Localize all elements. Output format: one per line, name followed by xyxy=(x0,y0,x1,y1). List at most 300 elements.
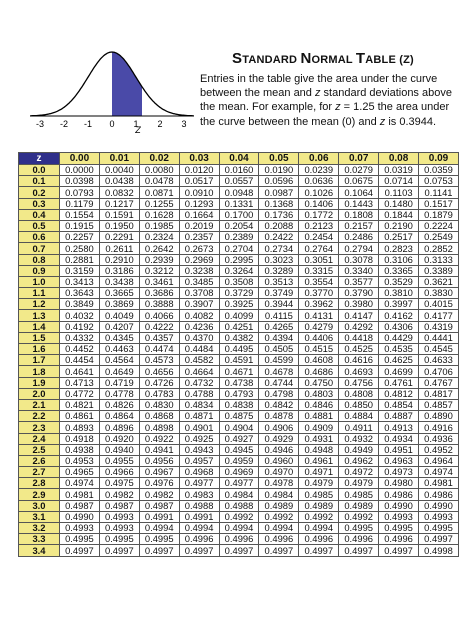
table-cell: 0.2764 xyxy=(299,243,339,254)
table-cell: 0.2549 xyxy=(419,232,459,243)
table-cell: 0.2794 xyxy=(339,243,379,254)
table-cell: 0.4982 xyxy=(139,489,179,500)
table-cell: 0.4931 xyxy=(299,433,339,444)
table-cell: 0.0910 xyxy=(179,187,219,198)
table-cell: 0.3389 xyxy=(419,265,459,276)
table-cell: 0.4032 xyxy=(60,310,100,321)
table-row xyxy=(19,344,459,355)
table-cell: 0.4732 xyxy=(179,377,219,388)
table-cell: 0.4945 xyxy=(219,444,259,455)
table-cell: 0.1255 xyxy=(139,198,179,209)
row-z-value: 3.4 xyxy=(19,545,60,556)
table-cell: 0.4992 xyxy=(339,511,379,522)
table-cell: 0.2611 xyxy=(99,243,139,254)
table-row xyxy=(19,276,459,287)
table-cell: 0.4974 xyxy=(60,478,100,489)
table-row xyxy=(19,265,459,276)
table-cell: 0.4842 xyxy=(259,399,299,410)
table-cell: 0.4976 xyxy=(139,478,179,489)
table-cell: 0.4922 xyxy=(139,433,179,444)
table-cell: 0.4997 xyxy=(99,545,139,556)
table-cell: 0.4964 xyxy=(419,455,459,466)
table-cell: 0.4616 xyxy=(339,355,379,366)
table-cell: 0.1064 xyxy=(339,187,379,198)
table-cell: 0.0832 xyxy=(99,187,139,198)
table-cell: 0.4292 xyxy=(339,321,379,332)
table-cell: 0.3413 xyxy=(60,276,100,287)
table-cell: 0.1664 xyxy=(179,209,219,220)
table-row xyxy=(19,299,459,310)
table-cell: 0.4997 xyxy=(259,545,299,556)
row-z-value: 2.2 xyxy=(19,411,60,422)
table-cell: 0.4222 xyxy=(139,321,179,332)
table-cell: 0.3980 xyxy=(339,299,379,310)
table-cell: 0.3962 xyxy=(299,299,339,310)
table-cell: 0.3944 xyxy=(259,299,299,310)
row-z-value: 0.2 xyxy=(19,187,60,198)
table-cell: 0.4990 xyxy=(379,500,419,511)
table-cell: 0.1217 xyxy=(99,198,139,209)
table-cell: 0.1406 xyxy=(299,198,339,209)
table-cell: 0.0675 xyxy=(339,176,379,187)
table-cell: 0.4911 xyxy=(339,422,379,433)
row-z-value: 0.6 xyxy=(19,232,60,243)
table-cell: 0.0714 xyxy=(379,176,419,187)
table-cell: 0.4495 xyxy=(219,344,259,355)
table-cell: 0.3051 xyxy=(299,254,339,265)
table-cell: 0.3849 xyxy=(60,299,100,310)
table-cell: 0.4418 xyxy=(339,332,379,343)
table-cell: 0.4977 xyxy=(179,478,219,489)
table-cell: 0.4803 xyxy=(299,388,339,399)
column-header: 0.01 xyxy=(99,153,139,165)
row-z-value: 1.2 xyxy=(19,299,60,310)
row-z-value: 3.1 xyxy=(19,511,60,522)
table-cell: 0.4969 xyxy=(219,467,259,478)
table-row xyxy=(19,422,459,433)
table-cell: 0.4995 xyxy=(60,534,100,545)
table-cell: 0.4966 xyxy=(99,467,139,478)
table-cell: 0.4986 xyxy=(379,489,419,500)
table-cell: 0.4943 xyxy=(179,444,219,455)
table-cell: 0.4808 xyxy=(339,388,379,399)
table-cell: 0.4750 xyxy=(299,377,339,388)
table-cell: 0.3485 xyxy=(179,276,219,287)
axis-tick-label: 2 xyxy=(157,119,163,129)
table-cell: 0.4996 xyxy=(219,534,259,545)
table-cell: 0.4993 xyxy=(99,523,139,534)
table-cell: 0.3365 xyxy=(379,265,419,276)
table-cell: 0.2910 xyxy=(99,254,139,265)
table-cell: 0.2422 xyxy=(259,232,299,243)
table-cell: 0.4983 xyxy=(179,489,219,500)
table-cell: 0.4474 xyxy=(139,344,179,355)
table-row xyxy=(19,243,459,254)
table-cell: 0.4995 xyxy=(99,534,139,545)
table-row xyxy=(19,511,459,522)
table-cell: 0.2088 xyxy=(259,220,299,231)
table-row xyxy=(19,478,459,489)
table-cell: 0.4997 xyxy=(60,545,100,556)
column-header: 0.08 xyxy=(379,153,419,165)
row-z-value: 1.3 xyxy=(19,310,60,321)
table-cell: 0.4980 xyxy=(379,478,419,489)
table-cell: 0.4515 xyxy=(299,344,339,355)
shaded-area xyxy=(112,52,142,116)
table-cell: 0.4332 xyxy=(60,332,100,343)
table-cell: 0.1179 xyxy=(60,198,100,209)
table-cell: 0.2517 xyxy=(379,232,419,243)
table-cell: 0.4582 xyxy=(179,355,219,366)
table-cell: 0.0793 xyxy=(60,187,100,198)
table-cell: 0.4633 xyxy=(419,355,459,366)
table-cell: 0.4916 xyxy=(419,422,459,433)
table-row xyxy=(19,433,459,444)
table-cell: 0.2881 xyxy=(60,254,100,265)
table-cell: 0.4965 xyxy=(60,467,100,478)
table-cell: 0.2939 xyxy=(139,254,179,265)
table-row xyxy=(19,411,459,422)
table-cell: 0.4454 xyxy=(60,355,100,366)
table-cell: 0.1628 xyxy=(139,209,179,220)
table-cell: 0.4995 xyxy=(339,523,379,534)
table-cell: 0.4761 xyxy=(379,377,419,388)
table-cell: 0.4706 xyxy=(419,366,459,377)
table-row xyxy=(19,209,459,220)
table-cell: 0.2389 xyxy=(219,232,259,243)
z-marker-label: Z xyxy=(135,125,141,135)
table-cell: 0.4131 xyxy=(299,310,339,321)
table-cell: 0.3289 xyxy=(259,265,299,276)
table-cell: 0.3186 xyxy=(99,265,139,276)
table-cell: 0.1772 xyxy=(299,209,339,220)
row-z-value: 1.5 xyxy=(19,332,60,343)
table-cell: 0.1879 xyxy=(419,209,459,220)
table-cell: 0.4984 xyxy=(259,489,299,500)
table-cell: 0.2190 xyxy=(379,220,419,231)
row-z-value: 2.0 xyxy=(19,388,60,399)
table-cell: 0.4066 xyxy=(139,310,179,321)
table-cell: 0.4960 xyxy=(259,455,299,466)
table-cell: 0.4884 xyxy=(339,411,379,422)
table-cell: 0.4996 xyxy=(259,534,299,545)
table-cell: 0.4901 xyxy=(179,422,219,433)
table-cell: 0.2995 xyxy=(219,254,259,265)
table-header-row xyxy=(19,153,459,165)
table-row xyxy=(19,187,459,198)
table-cell: 0.3133 xyxy=(419,254,459,265)
row-z-value: 2.6 xyxy=(19,455,60,466)
axis-tick-label: -1 xyxy=(83,119,93,129)
table-row xyxy=(19,355,459,366)
table-cell: 0.4929 xyxy=(259,433,299,444)
table-cell: 0.1700 xyxy=(219,209,259,220)
table-row xyxy=(19,467,459,478)
table-cell: 0.4573 xyxy=(139,355,179,366)
table-cell: 0.4996 xyxy=(339,534,379,545)
table-cell: 0.4115 xyxy=(259,310,299,321)
table-cell: 0.4946 xyxy=(259,444,299,455)
table-cell: 0.4738 xyxy=(219,377,259,388)
table-row xyxy=(19,399,459,410)
table-cell: 0.4893 xyxy=(60,422,100,433)
table-cell: 0.4850 xyxy=(339,399,379,410)
table-cell: 0.4993 xyxy=(99,511,139,522)
table-cell: 0.3212 xyxy=(139,265,179,276)
table-cell: 0.2357 xyxy=(179,232,219,243)
table-cell: 0.4599 xyxy=(259,355,299,366)
table-cell: 0.0319 xyxy=(379,165,419,176)
table-cell: 0.4868 xyxy=(139,411,179,422)
table-cell: 0.4909 xyxy=(299,422,339,433)
table-cell: 0.4719 xyxy=(99,377,139,388)
table-cell: 0.4988 xyxy=(179,500,219,511)
table-cell: 0.2642 xyxy=(139,243,179,254)
table-cell: 0.4990 xyxy=(60,511,100,522)
table-cell: 0.0871 xyxy=(139,187,179,198)
axis-tick-label: 3 xyxy=(181,119,187,129)
table-row xyxy=(19,232,459,243)
table-cell: 0.2324 xyxy=(139,232,179,243)
table-cell: 0.2673 xyxy=(179,243,219,254)
table-cell: 0.3686 xyxy=(139,288,179,299)
table-cell: 0.2823 xyxy=(379,243,419,254)
table-cell: 0.4956 xyxy=(139,455,179,466)
table-cell: 0.4671 xyxy=(219,366,259,377)
table-cell: 0.4744 xyxy=(259,377,299,388)
table-cell: 0.0987 xyxy=(259,187,299,198)
table-cell: 0.4778 xyxy=(99,388,139,399)
table-cell: 0.4994 xyxy=(299,523,339,534)
axis-tick-label: 0 xyxy=(109,119,115,129)
table-cell: 0.4871 xyxy=(179,411,219,422)
normal-curve-figure xyxy=(28,40,198,135)
row-z-value: 2.1 xyxy=(19,399,60,410)
table-cell: 0.3643 xyxy=(60,288,100,299)
table-cell: 0.4625 xyxy=(379,355,419,366)
table-cell: 0.4772 xyxy=(60,388,100,399)
table-cell: 0.4982 xyxy=(99,489,139,500)
table-cell: 0.4177 xyxy=(419,310,459,321)
table-cell: 0.4970 xyxy=(259,467,299,478)
table-cell: 0.4429 xyxy=(379,332,419,343)
table-cell: 0.4887 xyxy=(379,411,419,422)
table-cell: 0.4306 xyxy=(379,321,419,332)
table-cell: 0.4608 xyxy=(299,355,339,366)
table-cell: 0.4099 xyxy=(219,310,259,321)
table-cell: 0.4963 xyxy=(379,455,419,466)
table-cell: 0.4998 xyxy=(419,545,459,556)
row-z-value: 1.0 xyxy=(19,276,60,287)
table-cell: 0.4452 xyxy=(60,344,100,355)
table-row xyxy=(19,198,459,209)
table-cell: 0.4906 xyxy=(259,422,299,433)
table-row xyxy=(19,388,459,399)
table-cell: 0.4834 xyxy=(179,399,219,410)
table-cell: 0.4535 xyxy=(379,344,419,355)
table-cell: 0.3023 xyxy=(259,254,299,265)
table-cell: 0.3729 xyxy=(219,288,259,299)
row-z-value: 1.4 xyxy=(19,321,60,332)
table-cell: 0.3461 xyxy=(139,276,179,287)
table-cell: 0.3159 xyxy=(60,265,100,276)
table-cell: 0.4357 xyxy=(139,332,179,343)
table-cell: 0.1103 xyxy=(379,187,419,198)
desc-line-4: the curve between the mean (0) and z is 0.3944. xyxy=(200,115,437,128)
table-cell: 0.4979 xyxy=(339,478,379,489)
table-cell: 0.4920 xyxy=(99,433,139,444)
table-cell: 0.4147 xyxy=(339,310,379,321)
table-cell: 0.2257 xyxy=(60,232,100,243)
table-cell: 0.3997 xyxy=(379,299,419,310)
table-cell: 0.2734 xyxy=(259,243,299,254)
table-cell: 0.4826 xyxy=(99,399,139,410)
row-z-value: 1.9 xyxy=(19,377,60,388)
table-cell: 0.1368 xyxy=(259,198,299,209)
row-z-value: 2.3 xyxy=(19,422,60,433)
table-cell: 0.4382 xyxy=(219,332,259,343)
table-cell: 0.0753 xyxy=(419,176,459,187)
table-cell: 0.4767 xyxy=(419,377,459,388)
table-cell: 0.4988 xyxy=(219,500,259,511)
table-cell: 0.4997 xyxy=(139,545,179,556)
table-cell: 0.4838 xyxy=(219,399,259,410)
table-row xyxy=(19,534,459,545)
table-cell: 0.4997 xyxy=(339,545,379,556)
table-cell: 0.4564 xyxy=(99,355,139,366)
table-cell: 0.3665 xyxy=(99,288,139,299)
table-cell: 0.4936 xyxy=(419,433,459,444)
table-cell: 0.3869 xyxy=(99,299,139,310)
table-cell: 0.0596 xyxy=(259,176,299,187)
table-cell: 0.3925 xyxy=(219,299,259,310)
column-header: 0.07 xyxy=(339,153,379,165)
table-cell: 0.3340 xyxy=(339,265,379,276)
table-row xyxy=(19,523,459,534)
table-cell: 0.3315 xyxy=(299,265,339,276)
z-column-header: z xyxy=(19,153,60,165)
table-cell: 0.4406 xyxy=(299,332,339,343)
desc-line-3: the mean. For example, for z = 1.25 the area under xyxy=(200,101,450,114)
table-cell: 0.4279 xyxy=(299,321,339,332)
z-table xyxy=(18,152,459,557)
table-cell: 0.1950 xyxy=(99,220,139,231)
table-cell: 0.2704 xyxy=(219,243,259,254)
table-cell: 0.4798 xyxy=(259,388,299,399)
table-cell: 0.0557 xyxy=(219,176,259,187)
table-cell: 0.0517 xyxy=(179,176,219,187)
table-cell: 0.4987 xyxy=(60,500,100,511)
table-cell: 0.4846 xyxy=(299,399,339,410)
table-cell: 0.2454 xyxy=(299,232,339,243)
table-cell: 0.4251 xyxy=(219,321,259,332)
table-cell: 0.3238 xyxy=(179,265,219,276)
table-cell: 0.4927 xyxy=(219,433,259,444)
table-cell: 0.4932 xyxy=(339,433,379,444)
table-row xyxy=(19,332,459,343)
row-z-value: 0.9 xyxy=(19,265,60,276)
table-cell: 0.4875 xyxy=(219,411,259,422)
table-cell: 0.4986 xyxy=(419,489,459,500)
table-cell: 0.4394 xyxy=(259,332,299,343)
table-cell: 0.4938 xyxy=(60,444,100,455)
table-cell: 0.4995 xyxy=(379,523,419,534)
table-cell: 0.4941 xyxy=(139,444,179,455)
table-cell: 0.4463 xyxy=(99,344,139,355)
table-cell: 0.3708 xyxy=(179,288,219,299)
table-cell: 0.4975 xyxy=(99,478,139,489)
table-cell: 0.1331 xyxy=(219,198,259,209)
table-cell: 0.4957 xyxy=(179,455,219,466)
row-z-value: 0.3 xyxy=(19,198,60,209)
table-cell: 0.4693 xyxy=(339,366,379,377)
table-cell: 0.4940 xyxy=(99,444,139,455)
table-cell: 0.2969 xyxy=(179,254,219,265)
table-cell: 0.1026 xyxy=(299,187,339,198)
table-cell: 0.4918 xyxy=(60,433,100,444)
row-z-value: 1.1 xyxy=(19,288,60,299)
table-cell: 0.4192 xyxy=(60,321,100,332)
row-z-value: 3.3 xyxy=(19,534,60,545)
table-cell: 0.2580 xyxy=(60,243,100,254)
table-cell: 0.4441 xyxy=(419,332,459,343)
table-cell: 0.4955 xyxy=(99,455,139,466)
table-cell: 0.4864 xyxy=(99,411,139,422)
table-cell: 0.4830 xyxy=(139,399,179,410)
table-cell: 0.4971 xyxy=(299,467,339,478)
table-cell: 0.4207 xyxy=(99,321,139,332)
table-cell: 0.2486 xyxy=(339,232,379,243)
table-cell: 0.4989 xyxy=(299,500,339,511)
table-row xyxy=(19,377,459,388)
table-cell: 0.4992 xyxy=(219,511,259,522)
table-cell: 0.4525 xyxy=(339,344,379,355)
table-cell: 0.2123 xyxy=(299,220,339,231)
table-cell: 0.4994 xyxy=(179,523,219,534)
column-header: 0.00 xyxy=(60,153,100,165)
table-cell: 0.4987 xyxy=(139,500,179,511)
table-cell: 0.4993 xyxy=(419,511,459,522)
table-cell: 0.4985 xyxy=(339,489,379,500)
table-cell: 0.4953 xyxy=(60,455,100,466)
row-z-value: 1.7 xyxy=(19,355,60,366)
table-cell: 0.4881 xyxy=(299,411,339,422)
table-cell: 0.4949 xyxy=(339,444,379,455)
row-z-value: 2.9 xyxy=(19,489,60,500)
table-cell: 0.0636 xyxy=(299,176,339,187)
table-cell: 0.0359 xyxy=(419,165,459,176)
table-cell: 0.4990 xyxy=(419,500,459,511)
table-cell: 0.3513 xyxy=(259,276,299,287)
table-cell: 0.4049 xyxy=(99,310,139,321)
table-cell: 0.4997 xyxy=(299,545,339,556)
table-cell: 0.4664 xyxy=(179,366,219,377)
table-cell: 0.4699 xyxy=(379,366,419,377)
table-cell: 0.4996 xyxy=(299,534,339,545)
table-cell: 0.3508 xyxy=(219,276,259,287)
table-cell: 0.3078 xyxy=(339,254,379,265)
table-cell: 0.0948 xyxy=(219,187,259,198)
table-cell: 0.4821 xyxy=(60,399,100,410)
row-z-value: 0.8 xyxy=(19,254,60,265)
table-cell: 0.4984 xyxy=(219,489,259,500)
axis-tick-label: -2 xyxy=(59,119,69,129)
table-cell: 0.0398 xyxy=(60,176,100,187)
table-cell: 0.4989 xyxy=(339,500,379,511)
table-row xyxy=(19,321,459,332)
row-z-value: 2.4 xyxy=(19,433,60,444)
table-cell: 0.4678 xyxy=(259,366,299,377)
